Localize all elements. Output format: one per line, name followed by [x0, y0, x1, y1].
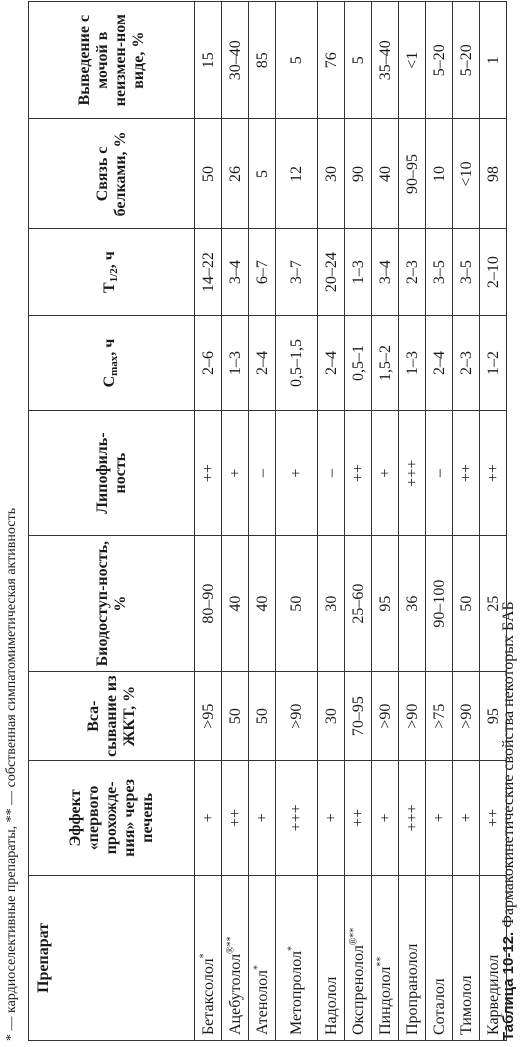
cell-absorption: >90 [372, 672, 399, 761]
cell-absorption: 30 [318, 672, 345, 761]
table-footnote: * — кардиоселективные препараты, ** — собственная симпатомиметическая активность [4, 508, 19, 1041]
cell-cmax: 1–3 [222, 315, 249, 411]
header-t-half: $T_{1/2}$, ч [29, 229, 195, 315]
cell-urine: 5–20 [426, 2, 453, 119]
cell-bio: 36 [399, 535, 426, 671]
cell-first-pass: + [318, 760, 345, 875]
cell-t-half: 1–3 [345, 229, 372, 315]
cell-first-pass: +++ [276, 760, 318, 875]
cell-protein: 50 [195, 119, 222, 229]
drug-name-cell: Карведилол [480, 875, 507, 1040]
table-body [195, 2, 507, 1041]
table-row [372, 2, 399, 1041]
cell-t-half: 3–5 [453, 229, 480, 315]
cell-t-half: 3–7 [276, 229, 318, 315]
cell-urine: 85 [249, 2, 276, 119]
cell-protein: 10 [426, 119, 453, 229]
cell-cmax: 1–3 [399, 315, 426, 411]
cell-t-half: 3–4 [372, 229, 399, 315]
cell-t-half: 2–10 [480, 229, 507, 315]
cell-bio: 40 [222, 535, 249, 671]
cell-first-pass: ++ [222, 760, 249, 875]
cell-protein: 98 [480, 119, 507, 229]
header-row [29, 2, 195, 1041]
cell-bio: 50 [276, 535, 318, 671]
header-bioavailability: Биодоступ-ность, % [29, 535, 195, 671]
cell-cmax: 1,5–2 [372, 315, 399, 411]
cell-protein: 5 [249, 119, 276, 229]
drug-name-cell: Метопролол* [276, 875, 318, 1040]
cell-absorption: >90 [399, 672, 426, 761]
header-absorption: Вса-сывание из ЖКТ, % [29, 672, 195, 761]
cell-cmax: 1–2 [480, 315, 507, 411]
cell-protein: 90–95 [399, 119, 426, 229]
cell-bio: 25 [480, 535, 507, 671]
cell-first-pass: + [249, 760, 276, 875]
drug-name-cell: Надолол [318, 875, 345, 1040]
table-caption-text: Фармакокинетические свойства некоторых БАБ [500, 601, 517, 932]
cell-urine: <1 [399, 2, 426, 119]
cell-protein: 40 [372, 119, 399, 229]
cell-lipo: – [249, 411, 276, 535]
header-urine-excretion: Выведение с мочой в неизмен-ном виде, % [29, 2, 195, 119]
cell-bio: 80–90 [195, 535, 222, 671]
cell-protein: 26 [222, 119, 249, 229]
table-row [318, 2, 345, 1041]
cell-t-half: 3–4 [222, 229, 249, 315]
cell-t-half: 2–3 [399, 229, 426, 315]
cell-absorption: 50 [222, 672, 249, 761]
header-first-pass: Эффект «первого прохожде-ния» через печень [29, 760, 195, 875]
table-row [276, 2, 318, 1041]
cell-bio: 95 [372, 535, 399, 671]
cell-cmax: 2–4 [426, 315, 453, 411]
cell-protein: 90 [345, 119, 372, 229]
cell-bio: 90–100 [426, 535, 453, 671]
cell-first-pass: + [195, 760, 222, 875]
table-row [399, 2, 426, 1041]
cell-t-half: 6–7 [249, 229, 276, 315]
cell-urine: 5 [276, 2, 318, 119]
drug-name-cell: Пропранолол [399, 875, 426, 1040]
cell-absorption: >90 [276, 672, 318, 761]
cell-urine: 76 [318, 2, 345, 119]
drug-name-cell: Соталол [426, 875, 453, 1040]
cell-protein: 30 [318, 119, 345, 229]
cell-lipo: – [426, 411, 453, 535]
cell-t-half: 14–22 [195, 229, 222, 315]
pharmacokinetics-table [28, 1, 507, 1041]
cell-absorption: >75 [426, 672, 453, 761]
cell-t-half: 20–24 [318, 229, 345, 315]
header-protein-binding: Связь с белками, % [29, 119, 195, 229]
table-row [195, 2, 222, 1041]
table-row [345, 2, 372, 1041]
table-row [222, 2, 249, 1041]
cell-lipo: + [372, 411, 399, 535]
cell-bio: 30 [318, 535, 345, 671]
cell-lipo: – [318, 411, 345, 535]
cell-cmax: 2–4 [318, 315, 345, 411]
header-lipophilicity: Липофиль-ность [29, 411, 195, 535]
cell-cmax: 0,5–1 [345, 315, 372, 411]
cell-cmax: 0,5–1,5 [276, 315, 318, 411]
cell-protein: 12 [276, 119, 318, 229]
cell-urine: 15 [195, 2, 222, 119]
table-row [426, 2, 453, 1041]
cell-cmax: 2–3 [453, 315, 480, 411]
cell-lipo: +++ [399, 411, 426, 535]
cell-first-pass: + [372, 760, 399, 875]
cell-lipo: ++ [195, 411, 222, 535]
cell-lipo: + [222, 411, 249, 535]
cell-cmax: 2–4 [249, 315, 276, 411]
table-row [480, 2, 507, 1041]
cell-urine: 1 [480, 2, 507, 119]
drug-name-cell: Атенолол* [249, 875, 276, 1040]
cell-absorption: >95 [195, 672, 222, 761]
cell-t-half: 3–5 [426, 229, 453, 315]
header-drug: Препарат [29, 875, 195, 1040]
cell-first-pass: +++ [399, 760, 426, 875]
cell-absorption: 70–95 [345, 672, 372, 761]
drug-name-cell: Пиндолол** [372, 875, 399, 1040]
header-cmax: $C_{max}$, ч [29, 315, 195, 411]
cell-bio: 25–60 [345, 535, 372, 671]
table-row [453, 2, 480, 1041]
table-row [249, 2, 276, 1041]
cell-urine: 35–40 [372, 2, 399, 119]
cell-urine: 5–20 [453, 2, 480, 119]
cell-lipo: + [276, 411, 318, 535]
drug-name-cell: Ацебутолол®** [222, 875, 249, 1040]
cell-protein: <10 [453, 119, 480, 229]
drug-name-cell: Окспренолол®** [345, 875, 372, 1040]
cell-bio: 40 [249, 535, 276, 671]
cell-first-pass: + [453, 760, 480, 875]
cell-first-pass: + [426, 760, 453, 875]
cell-first-pass: ++ [480, 760, 507, 875]
cell-bio: 50 [453, 535, 480, 671]
cell-urine: 30–40 [222, 2, 249, 119]
table-caption-label: Таблица 10-12. [500, 931, 517, 1041]
cell-first-pass: ++ [345, 760, 372, 875]
drug-name-cell: Бетаксолол* [195, 875, 222, 1040]
cell-cmax: 2–6 [195, 315, 222, 411]
cell-absorption: >90 [453, 672, 480, 761]
drug-name-cell: Тимолол [453, 875, 480, 1040]
cell-absorption: 50 [249, 672, 276, 761]
cell-absorption: 95 [480, 672, 507, 761]
cell-lipo: ++ [480, 411, 507, 535]
cell-urine: 5 [345, 2, 372, 119]
cell-lipo: ++ [453, 411, 480, 535]
cell-lipo: ++ [345, 411, 372, 535]
